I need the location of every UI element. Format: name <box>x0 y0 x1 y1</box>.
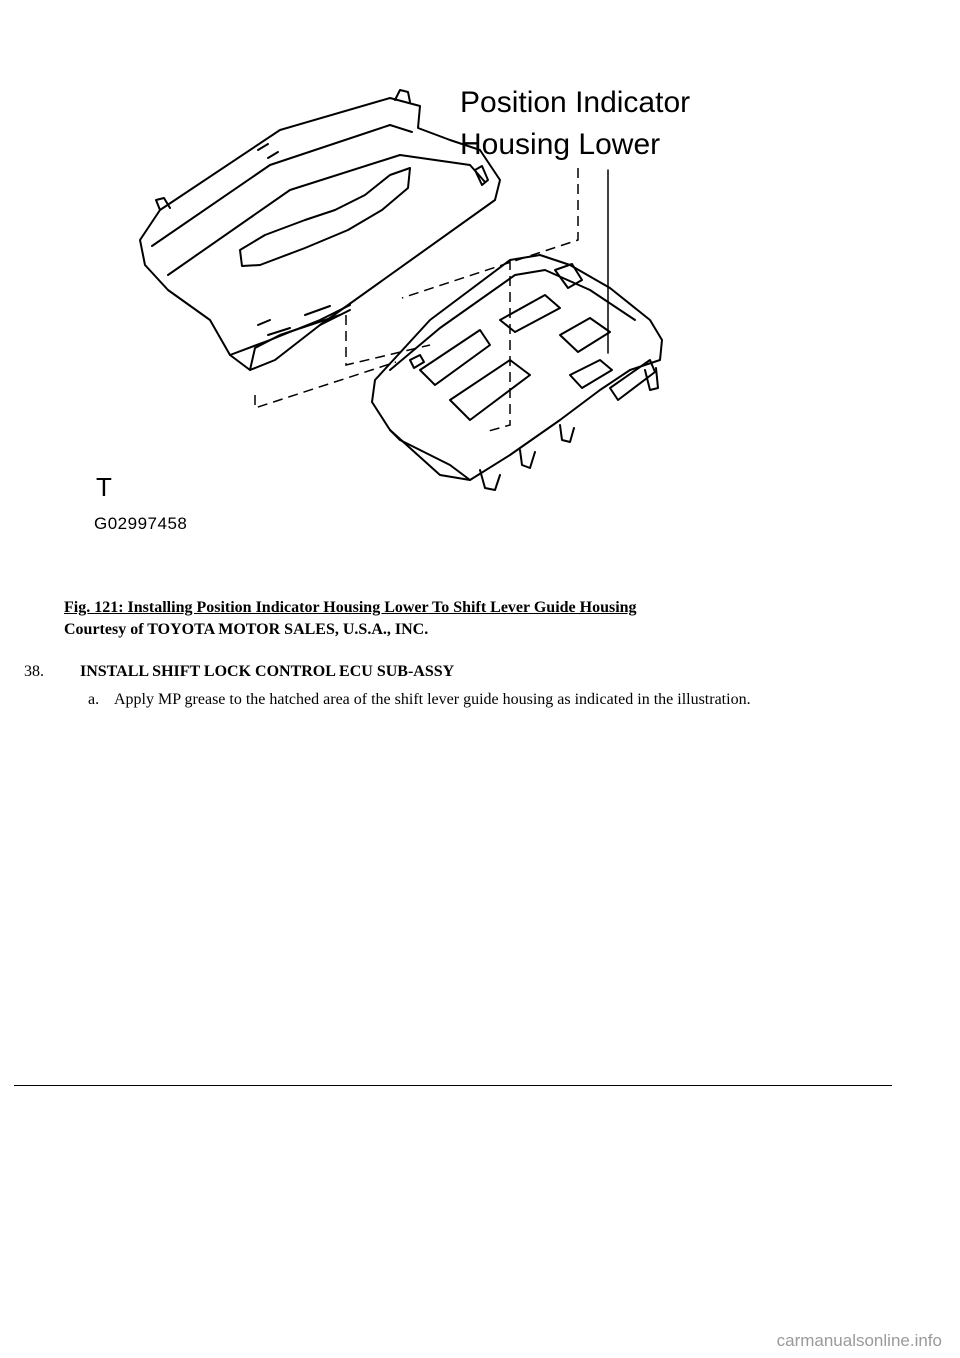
figure-id: G02997458 <box>94 514 188 533</box>
figure-courtesy: Courtesy of TOYOTA MOTOR SALES, U.S.A., INC. <box>64 621 429 638</box>
step-number: 38. <box>24 663 44 680</box>
view-code: T <box>96 472 112 502</box>
housing-illustration <box>90 70 780 560</box>
watermark: carmanualsonline.info <box>776 1331 942 1350</box>
substep-label: a. <box>88 691 100 708</box>
exploded-view-figure <box>90 70 780 560</box>
page-divider <box>14 1085 892 1086</box>
substep-text: Apply MP grease to the hatched area of the shift lever guide housing as indicated in the illustration. <box>114 691 751 708</box>
callout-label-line1: Position Indicator <box>460 86 691 119</box>
callout-label-line2: Housing Lower <box>460 128 661 161</box>
step-title: INSTALL SHIFT LOCK CONTROL ECU SUB-ASSY <box>80 663 455 680</box>
figure-caption: Fig. 121: Installing Position Indicator Housing Lower To Shift Lever Guide Housing <box>64 599 637 616</box>
substep-item <box>88 691 751 709</box>
alignment-line-1 <box>402 168 578 298</box>
alignment-line-3 <box>346 315 430 365</box>
upper-housing <box>140 98 500 370</box>
